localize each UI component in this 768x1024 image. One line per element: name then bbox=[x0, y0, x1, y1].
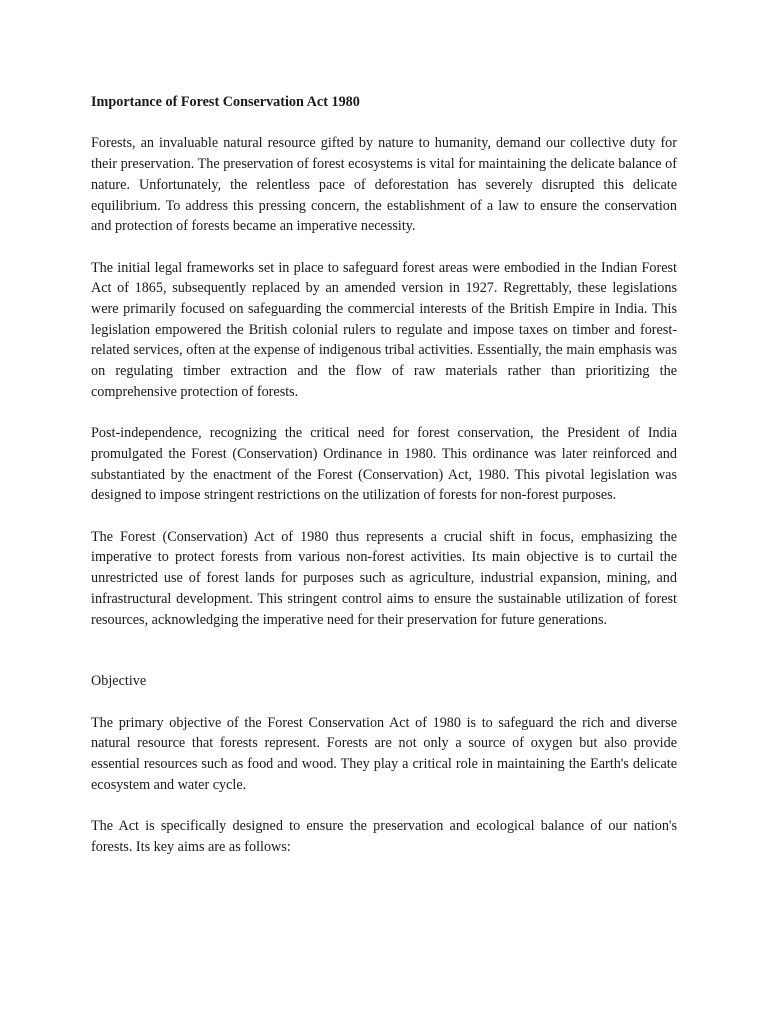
paragraph-act-focus: The Forest (Conservation) Act of 1980 thus represents a crucial shift in focus, emphasizing the imperative to protect forests from various non-forest activities. Its main objective is to curtail the unrestricted use of forest lands for purposes such as agriculture, industrial expansion, mining, and infrastructural development. This stringent control aims to ensure the sustainable utilization of forest resources, acknowledging the imperative need for their preservation for future generations. bbox=[91, 528, 677, 628]
paragraph-post-independence: Post-independence, recognizing the critical need for forest conservation, the President of India promulgated the Forest (Conservation) Ordinance in 1980. This ordinance was later reinforced and substantiated by the enactment of the Forest (Conservation) Act, 1980. This pivotal legislation was designed to impose stringent restrictions on the utilization of forests for non-forest purposes. bbox=[91, 425, 677, 504]
paragraph-objective: The primary objective of the Forest Conservation Act of 1980 is to safeguard the rich and diverse natural resource that forests represent. Forests are not only a source of oxygen but also provide essential resources such as food and wood. They play a critical role in maintaining the Earth's delicate ecosystem and water cycle. bbox=[91, 714, 677, 793]
document-page bbox=[91, 92, 677, 878]
paragraph-key-aims: The Act is specifically designed to ensure the preservation and ecological balance of our nation's forests. Its key aims are as follows: bbox=[91, 818, 677, 855]
document-title: Importance of Forest Conservation Act 1980 bbox=[91, 94, 360, 110]
section-heading-objective: Objective bbox=[91, 673, 147, 690]
paragraph-intro: Forests, an invaluable natural resource gifted by nature to humanity, demand our collective duty for their preservation. The preservation of forest ecosystems is vital for maintaining the delicate balance of nature. Unfortunately, the relentless pace of deforestation has severely disrupted this delicate equilibrium. To address this pressing concern, the establishment of a law to ensure the conservation and protection of forests became an imperative necessity. bbox=[91, 135, 677, 235]
paragraph-history: The initial legal frameworks set in place to safeguard forest areas were embodied in the Indian Forest Act of 1865, subsequently replaced by an amended version in 1927. Regrettably, these legislations were primarily focused on safeguarding the commercial interests of the British Empire in India. This legislation empowered the British colonial rulers to regulate and impose taxes on timber and forest-related services, often at the expense of indigenous tribal activities. Essentially, the main emphasis was on regulating timber extraction and the flow of raw materials rather than prioritizing the comprehensive protection of forests. bbox=[91, 259, 677, 400]
